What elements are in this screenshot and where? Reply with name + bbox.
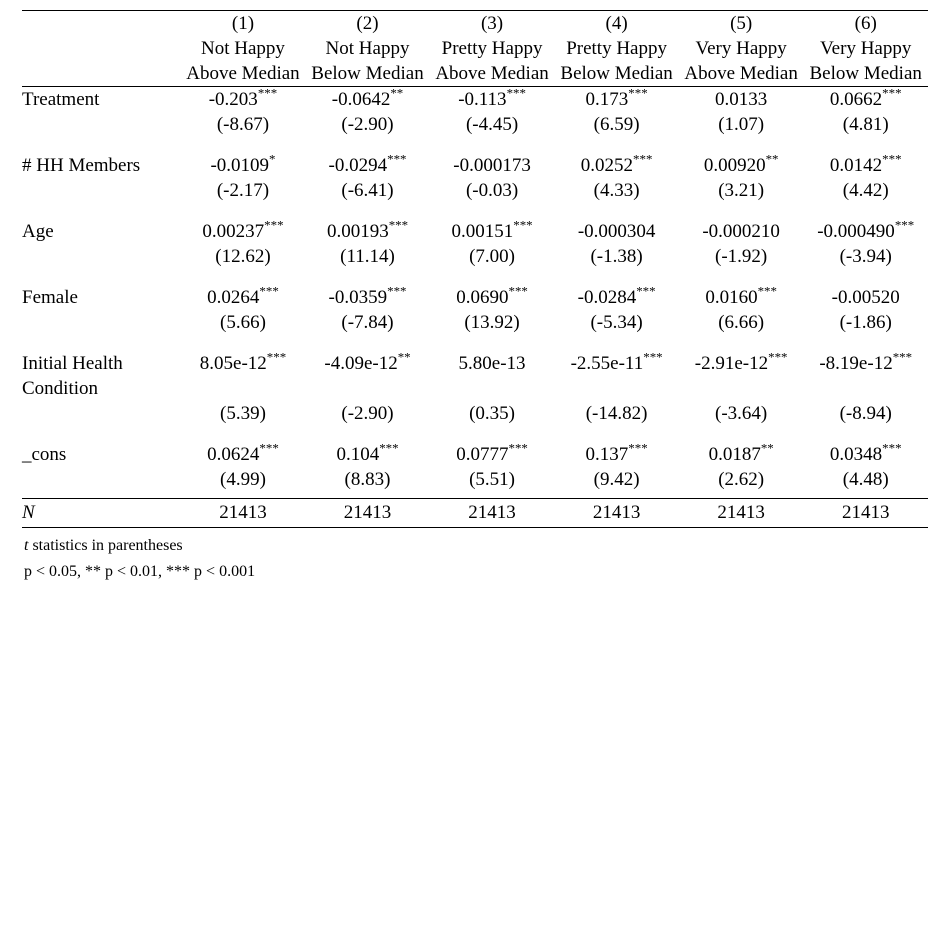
significance-stars: *** — [264, 217, 284, 233]
tstat-cell: (5.66) — [220, 312, 266, 333]
n-value-3: 21413 — [468, 502, 516, 523]
coefficient-cell: 0.0142*** — [829, 151, 902, 176]
coefficient-cell: 0.00237*** — [202, 217, 284, 242]
tstat-cell: (-8.94) — [839, 403, 892, 424]
table-row-tstat — [22, 310, 928, 335]
n-value-4: 21413 — [592, 502, 641, 523]
tstat-cell: (1.07) — [718, 114, 765, 135]
significance-stars: ** — [390, 85, 404, 101]
significance-stars: *** — [882, 151, 902, 167]
column-header-1: Not Happy Above Median — [186, 38, 300, 84]
n-value-2: 21413 — [343, 502, 392, 523]
table-row — [22, 351, 928, 401]
coefficient-cell: 0.00193*** — [326, 217, 409, 242]
row-label-continuation — [22, 401, 181, 426]
significance-stars: ** — [765, 151, 779, 167]
column-number-1: (1) — [231, 13, 255, 34]
coefficient-cell: 0.0624*** — [207, 440, 279, 465]
coefficient-cell: -0.000304 — [577, 221, 656, 242]
column-number-3: (3) — [480, 13, 504, 34]
table-notes — [24, 534, 944, 584]
tstat-cell: (7.00) — [469, 246, 515, 267]
column-number-row — [22, 11, 928, 36]
n-label: N — [22, 502, 35, 523]
coefficient-cell: -0.00520 — [831, 287, 900, 308]
note-line-2 — [24, 560, 944, 584]
coefficient-cell: -0.0294*** — [328, 151, 407, 176]
significance-stars: *** — [757, 283, 777, 299]
column-number-2: (2) — [356, 13, 379, 34]
row-spacer — [22, 426, 928, 442]
coefficient-cell: 0.0160*** — [705, 283, 777, 308]
coefficient-cell: -0.0109* — [210, 151, 276, 176]
column-number-5: (5) — [730, 13, 753, 34]
significance-stars: *** — [513, 217, 533, 233]
coefficient-cell: -4.09e-12** — [324, 349, 411, 374]
tstat-cell: (3.21) — [718, 180, 765, 201]
n-value-6: 21413 — [841, 502, 890, 523]
coefficient-cell: 0.0348*** — [829, 440, 902, 465]
tstat-cell: (11.14) — [340, 246, 395, 267]
tstat-cell: (5.39) — [220, 403, 266, 424]
regression-table — [22, 10, 928, 528]
tstat-cell: (-4.45) — [465, 114, 519, 135]
row-label: Initial Health Condition — [22, 353, 123, 399]
tstat-cell: (12.62) — [215, 246, 271, 267]
row-spacer — [22, 137, 928, 153]
coefficient-cell: 0.0662*** — [829, 85, 902, 110]
n-value-1: 21413 — [219, 502, 267, 523]
significance-stars: ** — [760, 440, 774, 456]
coefficient-cell: -2.55e-11*** — [570, 349, 663, 374]
coefficient-cell: -0.000173 — [453, 155, 531, 176]
tstat-cell: (-3.64) — [715, 403, 768, 424]
coefficient-cell: -0.0359*** — [328, 283, 407, 308]
row-label: Treatment — [22, 89, 100, 110]
row-label: Age — [22, 221, 54, 242]
tstat-cell: (9.42) — [593, 469, 640, 490]
tstat-cell: (-7.84) — [341, 312, 394, 333]
tstat-cell: (-1.86) — [839, 312, 892, 333]
coefficient-cell: 0.00920** — [703, 151, 779, 176]
tstat-cell: (-14.82) — [585, 403, 648, 424]
tstat-cell: (4.81) — [842, 114, 889, 135]
coefficient-cell: 0.00151*** — [451, 217, 533, 242]
row-label-continuation — [22, 244, 181, 269]
coefficient-cell: 0.104*** — [336, 440, 399, 465]
tstat-cell: (5.51) — [469, 469, 515, 490]
significance-stars: *** — [388, 217, 409, 233]
row-spacer — [22, 335, 928, 351]
coefficient-cell: 0.0264*** — [207, 283, 279, 308]
column-header-5: Very Happy Above Median — [684, 38, 798, 84]
row-label-continuation — [22, 112, 181, 137]
significance-stars: * — [269, 151, 276, 167]
table-row — [22, 219, 928, 244]
column-header-4: Pretty Happy Below Median — [560, 38, 673, 84]
tstat-cell: (-1.92) — [715, 246, 768, 267]
table-row — [22, 442, 928, 467]
row-label: # HH Members — [22, 155, 141, 176]
significance-stars: *** — [894, 217, 915, 233]
coefficient-cell: -0.113*** — [458, 85, 526, 110]
tstat-cell: (-6.41) — [341, 180, 394, 201]
note-line-1-rest: statistics in parentheses — [28, 537, 183, 554]
significance-stars: *** — [387, 283, 407, 299]
n-value-5: 21413 — [717, 502, 765, 523]
note-t-symbol: t — [24, 537, 29, 554]
coefficient-cell: -2.91e-12*** — [694, 349, 788, 374]
tstat-cell: (4.33) — [593, 180, 640, 201]
row-spacer — [22, 269, 928, 285]
significance-stars: *** — [379, 440, 399, 456]
corner-cell-2 — [22, 36, 181, 87]
coefficient-cell: 5.80e-13 — [458, 353, 526, 374]
corner-cell — [22, 11, 181, 36]
significance-stars: *** — [633, 151, 653, 167]
coefficient-cell: 0.173*** — [585, 85, 648, 110]
table-row-tstat — [22, 467, 928, 492]
n-row — [22, 499, 928, 528]
coefficient-cell: -0.0284*** — [577, 283, 656, 308]
coefficient-cell: 0.0187** — [708, 440, 774, 465]
coefficient-cell: 0.137*** — [585, 440, 648, 465]
row-label-continuation — [22, 310, 181, 335]
table-row — [22, 153, 928, 178]
row-spacer — [22, 203, 928, 219]
tstat-cell: (-5.34) — [590, 312, 643, 333]
tstat-cell: (-2.90) — [341, 114, 394, 135]
tstat-cell: (2.62) — [718, 469, 765, 490]
significance-stars: *** — [882, 85, 902, 101]
column-number-6: (6) — [854, 13, 877, 34]
coefficient-cell: 0.0133 — [715, 89, 768, 110]
tstat-cell: (-1.38) — [590, 246, 643, 267]
tstat-cell: (0.35) — [469, 403, 515, 424]
tstat-cell: (4.48) — [842, 469, 889, 490]
significance-stars: *** — [892, 349, 913, 365]
tstat-cell: (-0.03) — [465, 180, 519, 201]
coefficient-cell: -0.0642** — [331, 85, 404, 110]
row-label: Female — [22, 287, 78, 308]
column-header-6: Very Happy Below Median — [809, 38, 922, 84]
significance-stars: *** — [506, 85, 526, 101]
table-bottom-rule — [22, 528, 928, 529]
coefficient-cell: -8.19e-12*** — [819, 349, 913, 374]
significance-stars: *** — [508, 283, 528, 299]
significance-stars: *** — [643, 349, 663, 365]
coefficient-cell: 0.0777*** — [456, 440, 528, 465]
significance-stars: *** — [259, 440, 279, 456]
significance-stars: *** — [628, 85, 648, 101]
coefficient-cell: -0.000210 — [702, 221, 780, 242]
coefficient-cell: 8.05e-12*** — [199, 349, 287, 374]
column-header-row — [22, 36, 928, 87]
significance-stars: ** — [397, 349, 411, 365]
significance-stars: *** — [387, 151, 407, 167]
coefficient-cell: 0.0690*** — [456, 283, 528, 308]
tstat-cell: (13.92) — [464, 312, 520, 333]
tstat-cell: (-8.67) — [216, 114, 270, 135]
significance-stars: *** — [636, 283, 656, 299]
tstat-cell: (8.83) — [344, 469, 391, 490]
row-label-continuation — [22, 178, 181, 203]
significance-stars: *** — [266, 349, 287, 365]
regression-table-page — [0, 10, 944, 934]
significance-stars: *** — [259, 283, 279, 299]
tstat-cell: (6.66) — [718, 312, 765, 333]
significance-stars: *** — [882, 440, 902, 456]
row-label-continuation — [22, 467, 181, 492]
row-label: _cons — [22, 444, 67, 465]
note-line-1 — [24, 534, 944, 558]
significance-stars: *** — [508, 440, 528, 456]
tstat-cell: (-3.94) — [839, 246, 892, 267]
column-number-4: (4) — [605, 13, 628, 34]
table-row — [22, 87, 928, 112]
tstat-cell: (4.42) — [842, 180, 889, 201]
table-row-tstat — [22, 244, 928, 269]
coefficient-cell: -0.203*** — [208, 85, 278, 110]
tstat-cell: (4.99) — [220, 469, 266, 490]
tstat-cell: (6.59) — [593, 114, 640, 135]
tstat-cell: (-2.90) — [341, 403, 394, 424]
coefficient-cell: 0.0252*** — [580, 151, 653, 176]
tstat-cell: (-2.17) — [216, 180, 270, 201]
significance-stars: *** — [628, 440, 648, 456]
column-header-2: Not Happy Below Median — [311, 38, 424, 84]
table-row-tstat — [22, 112, 928, 137]
table-row — [22, 285, 928, 310]
table-row-tstat — [22, 401, 928, 426]
note-significance: p < 0.05, ** p < 0.01, *** p < 0.001 — [24, 563, 256, 580]
significance-stars: *** — [768, 349, 788, 365]
significance-stars: *** — [257, 85, 278, 101]
table-row-tstat — [22, 178, 928, 203]
column-header-3: Pretty Happy Above Median — [435, 38, 549, 84]
coefficient-cell: -0.000490*** — [817, 217, 915, 242]
